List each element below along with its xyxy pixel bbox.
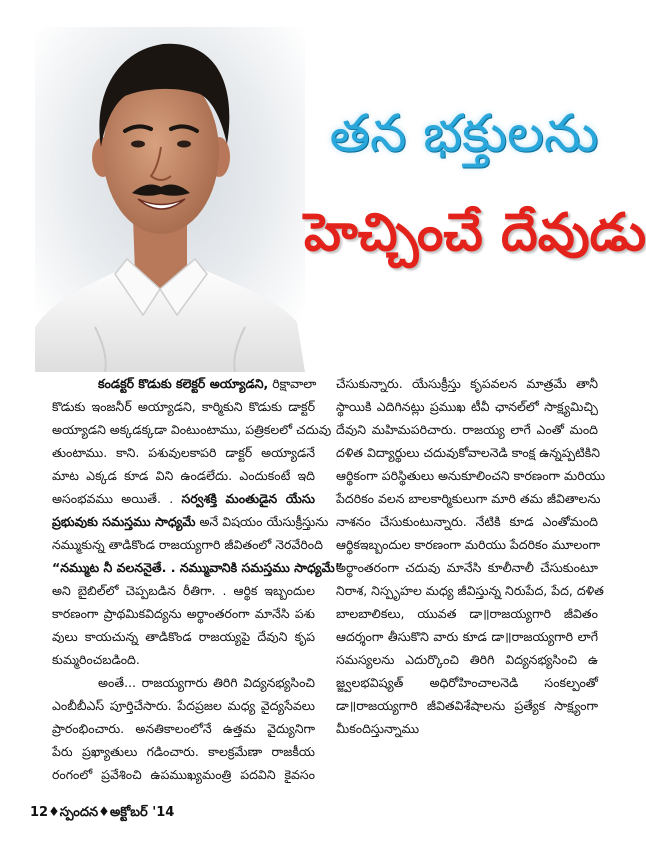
text-line <box>52 510 329 533</box>
text: మాట ఎక్కడ కూడ విని ఉండలేదు. ఎందుకంటే ఇది <box>52 468 315 483</box>
text: అని బైబిల్‌లో చెప్పబడిన రీతిగా. . ఆర్థిక ఇబ్బందుల <box>52 583 315 598</box>
title-line-2: హెచ్చించే దేవుడు <box>304 203 646 263</box>
text-line <box>52 740 315 763</box>
text-line: అర్థాంతరంగా చదువు మానేసి కూలీనాలీ చేసుకుంటూ <box>336 560 598 575</box>
text-line: సమస్యలను ఎదుర్కొంచి తిరిగి విద్యనభ్యసించి ఉ <box>336 652 598 667</box>
text-line <box>52 717 315 740</box>
bold-text: ప్రభువుకు సమస్తము సాధ్యమే <box>52 514 196 529</box>
text: రంగంలో ప్రవేశించి ఉపముఖ్యమంత్రి పదవిని కైవసం <box>52 767 315 782</box>
text-line <box>52 671 315 694</box>
text: ప్రారంభించారు. అనతికాలంలోనే ఉత్తమ వైద్యునిగా <box>52 721 315 736</box>
text-line: బాలబాలికలు, యువత డా॥రాజయ్యగారి జీవితం <box>336 606 598 621</box>
text-line <box>52 418 332 441</box>
bold-text: సర్వశక్తి మంతుడైన యేసు <box>181 491 315 506</box>
text: కారణంగా ప్రాథమికవిద్యను అర్థాంతరంగా మానేసి పశు <box>52 606 315 621</box>
text-line <box>52 372 315 395</box>
text-line: ఆర్థికంగా పరిస్థితులు అనుకూలించని కారణంగా మరియు <box>336 468 606 483</box>
text-line: మీకందిస్తున్నాము <box>336 721 420 736</box>
bible-quote: “నమ్ముట నీ వలననైతే. . నమ్మువానికి సమస్తము సాధ్యమే” <box>52 560 343 575</box>
text-line <box>52 556 343 579</box>
bold-text: కండక్టర్ కొడుకు కలెక్టర్ అయ్యాడని, <box>98 376 269 391</box>
text-line: ఆదర్శంగా తీసుకొని వారు కూడ డా॥రాజయ్యగారి లాగే <box>336 629 598 644</box>
title-line-1: తన భక్తులను <box>329 104 599 164</box>
text: పేరు ప్రఖ్యాతులు గడించారు. కాలక్రమేణా రాజకీయ <box>52 744 315 759</box>
text: కొడుకు ఇంజనీర్ అయ్యాడని, కార్మికుని కొడుకు డాక్టర్ <box>52 399 315 414</box>
text-line <box>52 487 315 510</box>
text-line <box>52 579 315 602</box>
text: అంతే... రాజయ్యగారు తిరిగి విద్యనభ్యసించి <box>98 675 315 690</box>
text: కుమ్మరించబడింది. <box>52 652 140 667</box>
text-line: నాశనం చేసుకుంటున్నారు. నేటికి కూడ ఎంతోమంది <box>336 514 598 529</box>
portrait-photo <box>35 27 305 372</box>
text-line <box>52 763 315 786</box>
page-footer: 12♦స్పందన♦అక్టోబర్ '14 <box>30 805 175 820</box>
text-line <box>52 464 315 487</box>
text-line: చేసుకున్నారు. యేసుక్రీస్తు కృపవలన మాత్రమే తానీ <box>336 376 598 391</box>
text-line: పేదరికం వలన బాలకార్మికులుగా మారి తమ జీవితాలను <box>336 491 601 506</box>
text: అయ్యాడని అక్కడక్కడా వింటుంటాము, పత్రికలలో చదువు <box>52 422 332 437</box>
text-line: నిరాశ, నిస్పృహల మధ్య జీవిస్తున్న నిరుపేద, పేద, దళిత <box>336 583 604 598</box>
right-eye <box>177 141 191 148</box>
text: వులు కాయచున్న తాడికొండ రాజయ్యపై దేవుని కృప <box>52 629 315 644</box>
text: అనే విషయం యేసుక్రీస్తును <box>195 514 329 529</box>
text-line: డా॥రాజయ్యగారి జీవితవిశేషాలను ప్రత్యేక సాక్ష్యంగా <box>336 698 598 713</box>
text-line <box>52 625 315 648</box>
text: ఎంబీబీఎస్ పూర్తిచేసారు. పేదప్రజల మధ్య వైద్యసేవలు <box>52 698 315 713</box>
text-line <box>52 602 315 625</box>
text-line: దేవుని మహిమపరిచారు. రాజయ్య లాగే ఎంతో మంది <box>336 422 598 437</box>
text-line: స్థాయికి ఎదిగినట్లు ప్రముఖ టీవీ ఛానల్‌లో సాక్ష్యమిచ్చి <box>336 399 598 414</box>
article-right-column <box>336 372 606 740</box>
text-line <box>52 648 315 671</box>
text-line <box>52 441 315 464</box>
text: నమ్ముకున్న తాడికొండ రాజయ్యగారి జీవితంలో నెరవేరింది <box>52 537 323 552</box>
text-line: ఆర్థికఇబ్బందుల కారణంగా మరియు పేదరికం మూలంగా <box>336 537 601 552</box>
text: రిక్షావాలా <box>268 376 317 391</box>
text-line <box>52 533 323 556</box>
text: అసంభవము అయితే. . <box>52 491 182 506</box>
portrait-illustration <box>35 27 305 372</box>
left-eye <box>131 141 145 148</box>
text-line: దళిత విద్యార్థులు చదువుకోవాలనెడి కాంక్ష ఉన్నప్పటికిని <box>336 445 601 460</box>
text: తుంటాము. కాని. పశువులకాపరి డాక్టర్ అయ్యాడనే <box>52 445 315 460</box>
article-left-column <box>52 372 343 786</box>
text-line <box>52 694 315 717</box>
text-line: జ్జ్వలభవిష్యత్ అధిరోహించాలనెడి సంకల్పంతో <box>336 675 598 690</box>
text-line <box>52 395 315 418</box>
